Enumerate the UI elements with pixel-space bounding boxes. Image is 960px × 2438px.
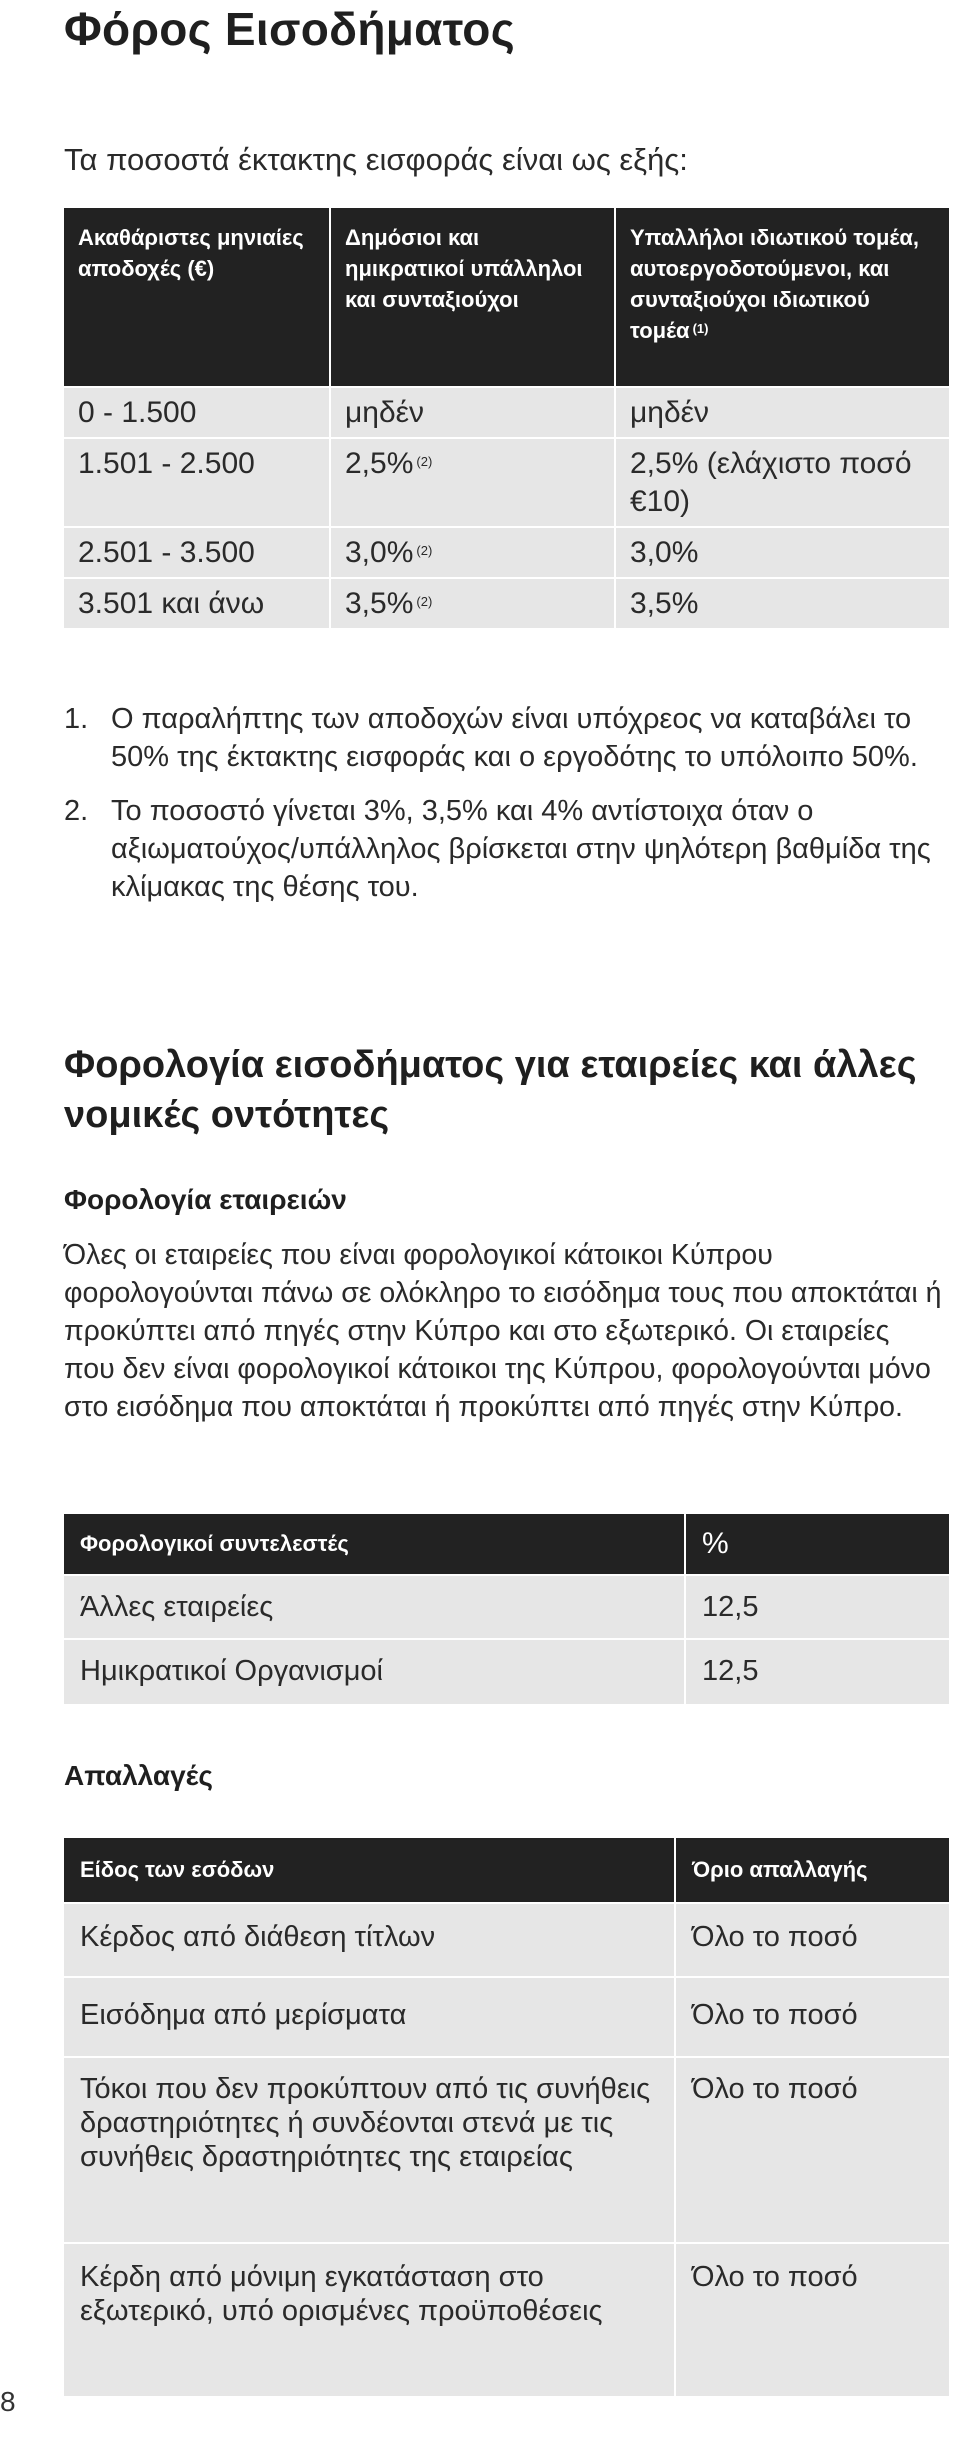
footnotes-list xyxy=(64,700,944,922)
income-type: Κέρδη από μόνιμη εγκατάσταση στο εξωτερικό, υπό ορισμένες προϋποθέσεις xyxy=(80,2261,603,2327)
header-private-employees xyxy=(614,208,949,386)
header-income-type: Είδος των εσόδων xyxy=(80,1857,275,1882)
footnote-marker: (2) xyxy=(416,594,433,609)
header-exemption-limit: Όριο απαλλαγής xyxy=(674,1838,949,1902)
rate-label: Ημικρατικοί Οργανισμοί xyxy=(80,1655,383,1687)
header-gross-earnings: Ακαθάριστες μηνιαίες αποδοχές (€) xyxy=(78,225,304,281)
exemption-limit: Όλο το ποσό xyxy=(674,2058,949,2242)
exemptions-table xyxy=(64,1838,949,2396)
earnings-range: 3.501 και άνω xyxy=(78,587,265,620)
header-public-employees: Δημόσιοι και ημικρατικοί υπάλληλοι και συνταξιούχοι xyxy=(329,208,614,386)
footnote-marker: (1) xyxy=(692,321,709,336)
intro-text: Τα ποσοστά έκτακτης εισφοράς είναι ως εξής: xyxy=(64,142,688,177)
private-rate: 3,5% xyxy=(614,579,949,628)
public-rate xyxy=(329,439,614,526)
footnote-item xyxy=(64,700,944,776)
footnote-item xyxy=(64,792,944,906)
page-number: 8 xyxy=(0,2386,16,2417)
page-title: Φόρος Εισοδήματος xyxy=(64,3,515,55)
footnote-text: Το ποσοστό γίνεται 3%, 3,5% και 4% αντίστοιχα όταν ο αξιωματούχος/υπάλληλος βρίσκεται στην ψηλότερη βαθμίδα της κλίμακας της θέσης του. xyxy=(111,795,931,903)
earnings-range: 0 - 1.500 xyxy=(78,396,197,429)
footnote-marker: (2) xyxy=(416,543,433,558)
corporate-tax-heading: Φορολογία εισοδήματος για εταιρείες και άλλες νομικές οντότητες xyxy=(64,1044,917,1136)
public-rate xyxy=(329,388,614,437)
tax-rates-table xyxy=(64,1514,949,1704)
private-rate: 3,0% xyxy=(614,528,949,577)
contribution-table-header xyxy=(64,208,949,386)
table-row xyxy=(64,386,949,437)
table-row xyxy=(64,1574,949,1638)
earnings-range: 1.501 - 2.500 xyxy=(78,447,255,480)
footnote-number: 1. xyxy=(64,703,89,735)
rate-value: 12,5 xyxy=(684,1640,949,1704)
public-rate xyxy=(329,528,614,577)
tax-rates-header xyxy=(64,1514,949,1574)
table-row xyxy=(64,577,949,628)
exemptions-heading: Απαλλαγές xyxy=(64,1760,213,1791)
header-private-employees-text: Υπαλλήλοι ιδιωτικού τομέα, αυτοεργοδοτούμενοι, και συνταξιούχοι ιδιωτικού τομέα xyxy=(630,225,919,343)
table-row xyxy=(64,2056,949,2242)
footnote-number: 2. xyxy=(64,795,89,827)
contribution-table xyxy=(64,208,949,628)
rate-label: Άλλες εταιρείες xyxy=(80,1591,274,1623)
exemptions-header xyxy=(64,1838,949,1902)
corporate-tax-subheading: Φορολογία εταιρειών xyxy=(64,1184,347,1215)
income-type: Τόκοι που δεν προκύπτουν από τις συνήθεις δραστηριότητες ή συνδέονται στενά με τις συνήθεις δραστηριότητες της εταιρείας xyxy=(80,2073,651,2173)
exemption-limit: Όλο το ποσό xyxy=(674,2244,949,2396)
rate-value: 12,5 xyxy=(684,1576,949,1638)
footnote-marker: (2) xyxy=(416,454,433,469)
public-rate-value: 3,0% xyxy=(345,536,414,569)
table-row xyxy=(64,1976,949,2056)
header-tax-rates: Φορολογικοί συντελεστές xyxy=(80,1531,349,1556)
table-row xyxy=(64,526,949,577)
public-rate xyxy=(329,579,614,628)
table-row xyxy=(64,2242,949,2396)
table-row xyxy=(64,437,949,526)
private-rate: 2,5% (ελάχιστο ποσό €10) xyxy=(614,439,949,526)
exemption-limit: Όλο το ποσό xyxy=(674,1904,949,1976)
public-rate-value: 2,5% xyxy=(345,447,414,480)
public-rate-value: 3,5% xyxy=(345,587,414,620)
earnings-range: 2.501 - 3.500 xyxy=(78,536,255,569)
income-type: Κέρδος από διάθεση τίτλων xyxy=(80,1921,436,1953)
footnote-text: Ο παραλήπτης των αποδοχών είναι υπόχρεος να καταβάλει το 50% της έκτακτης εισφοράς και ο εργοδότης το υπόλοιπο 50%. xyxy=(111,703,918,773)
table-row xyxy=(64,1902,949,1976)
exemption-limit: Όλο το ποσό xyxy=(674,1978,949,2056)
private-rate: μηδέν xyxy=(614,388,949,437)
table-row xyxy=(64,1638,949,1704)
public-rate-value: μηδέν xyxy=(345,396,425,429)
income-type: Εισόδημα από μερίσματα xyxy=(80,1999,407,2031)
header-percent: % xyxy=(684,1514,949,1574)
corporate-tax-paragraph: Όλες οι εταιρείες που είναι φορολογικοί κάτοικοι Κύπρου φορολογούνται πάνω σε ολόκληρο το εισόδημα τους που αποκτάται ή προκύπτει από πηγές στην Κύπρο και στο εξωτερικό. Οι εταιρείες που δεν είναι φορολογικοί κάτοικοι της Κύπρου, φορολογούνται μόνο στο εισόδημα που αποκτάται ή προκύπτει από πηγές στην Κύπρο. xyxy=(64,1239,942,1423)
